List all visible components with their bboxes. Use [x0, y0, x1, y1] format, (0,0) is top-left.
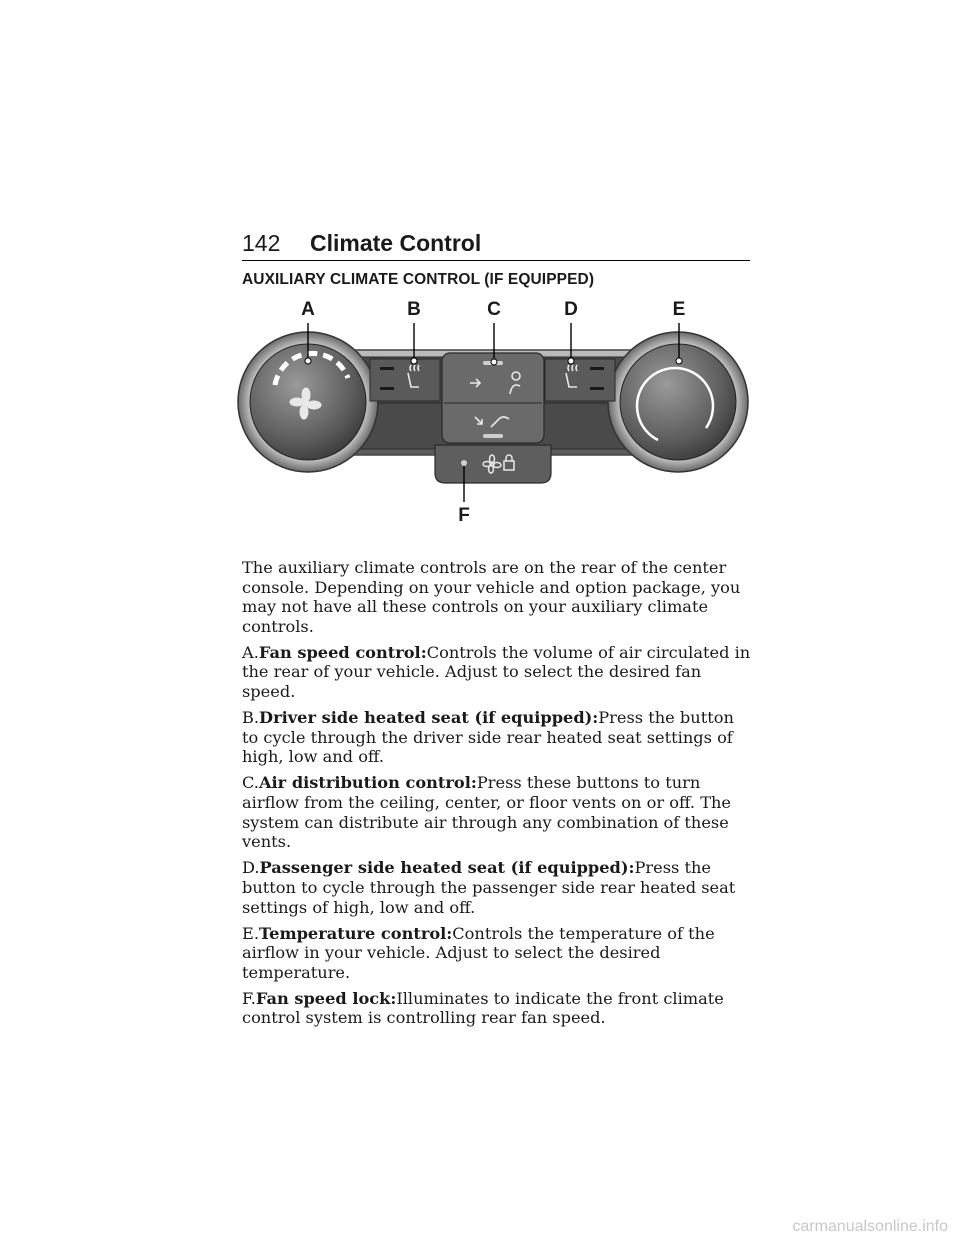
item-letter: B.: [242, 708, 260, 728]
item-term: Temperature control:: [258, 923, 453, 943]
item-letter: D.: [242, 858, 260, 878]
air-distribution-module: [442, 353, 544, 443]
callout-d: D: [564, 299, 578, 320]
climate-control-figure: [230, 295, 750, 535]
item-term: Fan speed lock:: [255, 988, 397, 1008]
item-letter: F.: [242, 988, 256, 1008]
item-term: Air distribution control:: [258, 773, 477, 793]
callout-f: F: [458, 505, 470, 526]
item-c: [242, 773, 752, 851]
item-b: [242, 708, 752, 767]
control-panel-illustration: [230, 295, 750, 535]
item-a: [242, 643, 752, 702]
callout-c: C: [487, 299, 501, 320]
item-description: Illuminates to indicate the front climate control system is controlling rear fan speed.: [242, 988, 724, 1028]
body-text: [242, 558, 752, 1035]
watermark: carmanualsonline.info: [792, 1218, 948, 1235]
floor-vent-indicator: [483, 434, 503, 438]
callout-b: B: [407, 299, 421, 320]
item-f: [242, 989, 752, 1028]
intro-paragraph: The auxiliary climate controls are on the rear of the center console. Depending on your vehicle and option package, you may not have all these controls on your auxiliary climate controls.: [242, 558, 741, 636]
item-description: Controls the temperature of the airflow in your vehicle. Adjust to select the desired temperature.: [242, 923, 715, 982]
item-description: Press the button to cycle through the passenger side rear heated seat settings of high, low and off.: [242, 858, 736, 917]
section-title: AUXILIARY CLIMATE CONTROL (IF EQUIPPED): [242, 271, 595, 288]
item-d: [242, 858, 752, 917]
passenger-heated-seat-button: [545, 359, 615, 401]
callout-a: A: [301, 299, 315, 320]
item-letter: A.: [242, 642, 259, 662]
header-rule: [242, 260, 750, 261]
item-term: Fan speed control:: [258, 642, 427, 662]
item-letter: E.: [242, 923, 259, 943]
page-number: 142: [242, 230, 281, 256]
item-term: Driver side heated seat (if equipped):: [259, 708, 599, 728]
item-letter: C.: [242, 773, 259, 793]
callout-e: E: [672, 299, 686, 320]
driver-heated-seat-button: [370, 359, 440, 401]
page-header: [242, 230, 750, 262]
item-e: [242, 924, 752, 983]
chapter-title: Climate Control: [310, 230, 482, 256]
item-description: Press the button to cycle through the driver side rear heated seat settings of high, low and off.: [242, 708, 734, 767]
item-term: Passenger side heated seat (if equipped):: [259, 858, 635, 878]
fan-lock-indicator: [461, 460, 467, 466]
item-description: Controls the volume of air circulated in the rear of your vehicle. Adjust to select the desired fan speed.: [242, 642, 751, 702]
item-description: Press these buttons to turn airflow from the ceiling, center, or floor vents on or off. The system can distribute air through any combination of these vents.: [242, 773, 732, 852]
